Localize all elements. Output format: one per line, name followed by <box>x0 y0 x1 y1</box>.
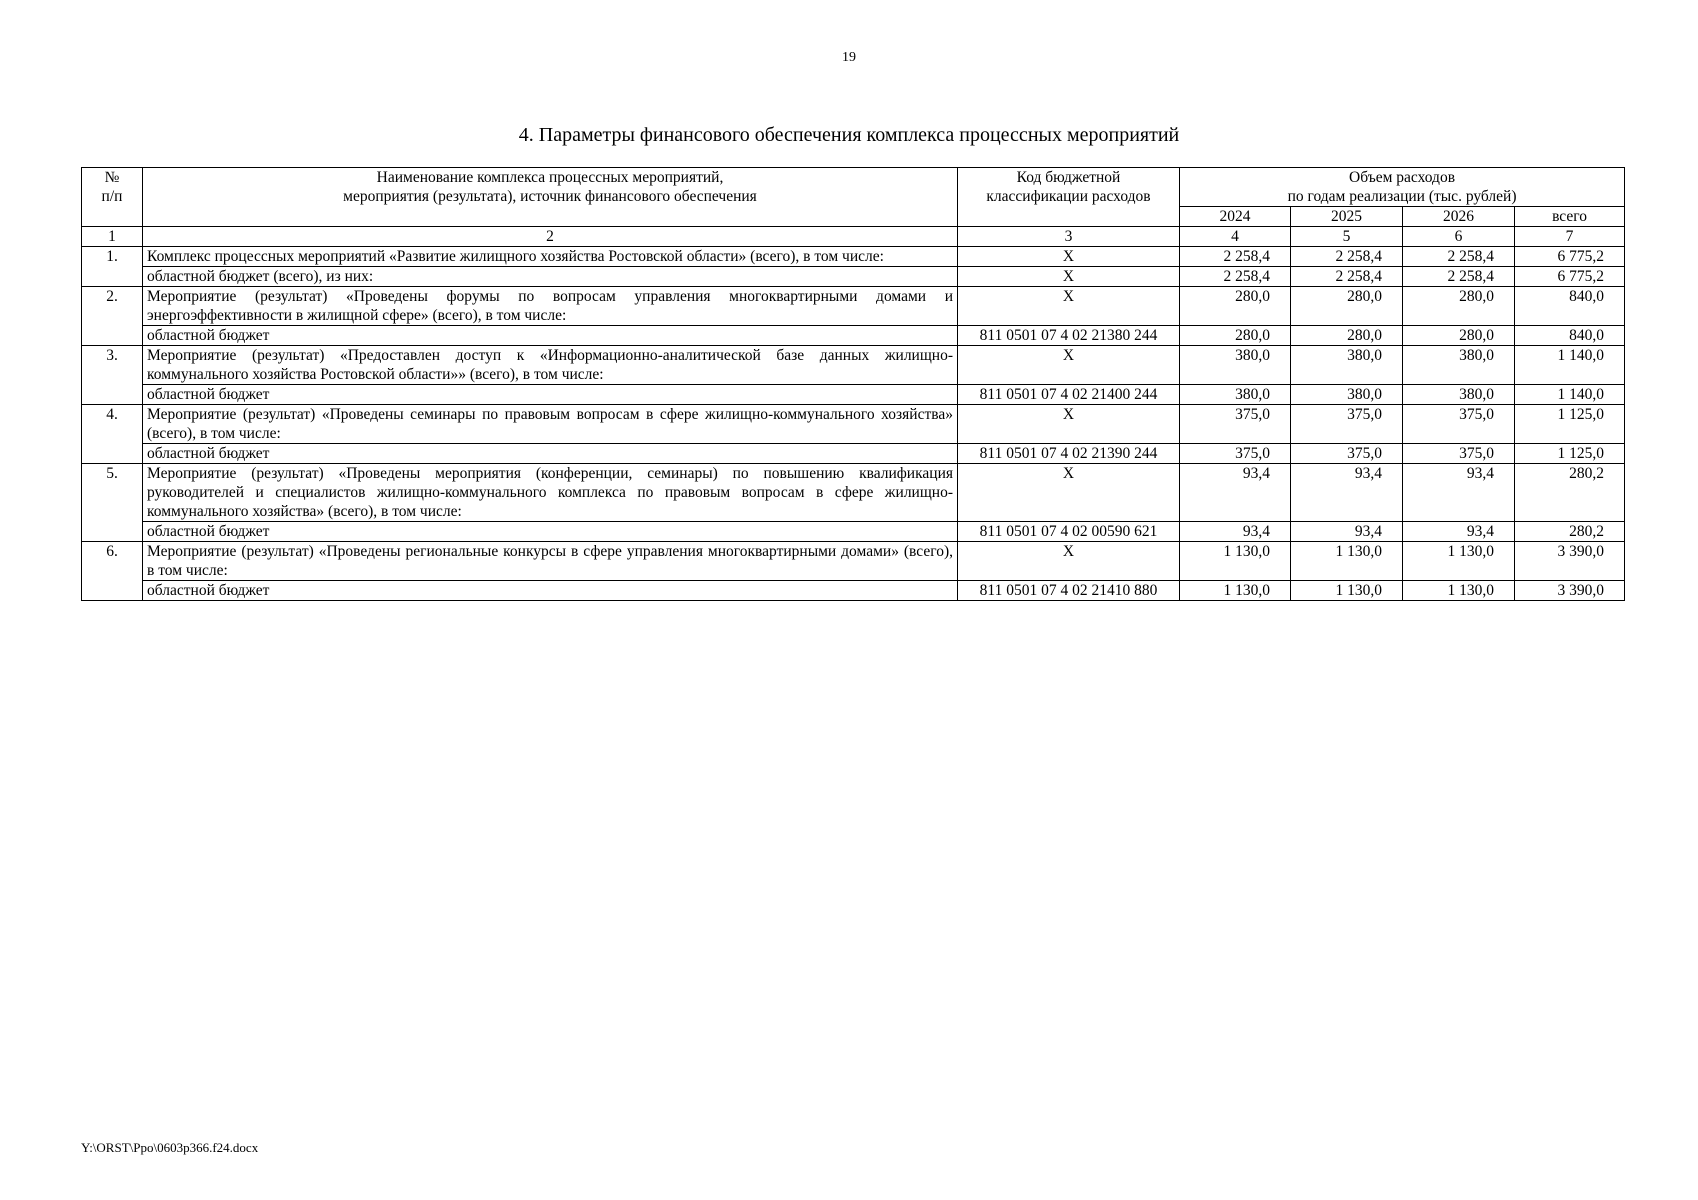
subrow-value-total: 840,0 <box>1515 326 1625 346</box>
col-number: 7 <box>1515 227 1625 247</box>
table-row <box>82 287 1625 326</box>
subrow-value-2026: 280,0 <box>1403 326 1515 346</box>
row-code: X <box>958 346 1180 385</box>
page-title: 4. Параметры финансового обеспечения комплекса процессных мероприятий <box>518 124 1180 146</box>
row-value-2025: 2 258,4 <box>1291 247 1403 267</box>
subrow-name: областной бюджет <box>143 444 958 464</box>
subrow-value-2025: 375,0 <box>1291 444 1403 464</box>
subrow-value-2025: 1 130,0 <box>1291 581 1403 601</box>
column-numbers-row <box>82 227 1625 247</box>
subrow-value-2025: 93,4 <box>1291 522 1403 542</box>
row-code: X <box>958 464 1180 522</box>
page-number: 19 <box>842 50 856 65</box>
row-value-2026: 93,4 <box>1403 464 1515 522</box>
subrow-name: областной бюджет <box>143 522 958 542</box>
subrow-name: областной бюджет <box>143 581 958 601</box>
row-value-2025: 380,0 <box>1291 346 1403 385</box>
table-subrow <box>82 581 1625 601</box>
row-name: Мероприятие (результат) «Проведены мероприятия (конференции, семинары) по повышению квалификация руководителей и специалистов жилищно-коммунального комплекса по правовым вопросам в сфере жилищно-коммунального хозяйства» (всего), в том числе: <box>143 464 958 522</box>
row-value-total: 1 140,0 <box>1515 346 1625 385</box>
table-subrow <box>82 385 1625 405</box>
col-number: 1 <box>82 227 143 247</box>
subrow-value-2024: 280,0 <box>1180 326 1291 346</box>
table-row <box>82 542 1625 581</box>
subrow-value-2024: 2 258,4 <box>1180 267 1291 287</box>
subrow-value-2025: 380,0 <box>1291 385 1403 405</box>
col-number: 4 <box>1180 227 1291 247</box>
table-row <box>82 346 1625 385</box>
row-value-2025: 280,0 <box>1291 287 1403 326</box>
header-year-2026: 2026 <box>1403 207 1515 227</box>
row-code: X <box>958 542 1180 581</box>
subrow-value-2025: 280,0 <box>1291 326 1403 346</box>
row-value-total: 6 775,2 <box>1515 247 1625 267</box>
row-value-total: 3 390,0 <box>1515 542 1625 581</box>
row-value-2025: 1 130,0 <box>1291 542 1403 581</box>
row-number: 5. <box>82 464 143 542</box>
row-number: 4. <box>82 405 143 464</box>
row-code: X <box>958 247 1180 267</box>
row-value-2025: 93,4 <box>1291 464 1403 522</box>
row-value-2024: 2 258,4 <box>1180 247 1291 267</box>
header-year-2025: 2025 <box>1291 207 1403 227</box>
col-number: 3 <box>958 227 1180 247</box>
subrow-code: 811 0501 07 4 02 21400 244 <box>958 385 1180 405</box>
row-name: Мероприятие (результат) «Проведены семинары по правовым вопросам в сфере жилищно-коммунального хозяйства» (всего), в том числе: <box>143 405 958 444</box>
table-subrow <box>82 444 1625 464</box>
row-name: Мероприятие (результат) «Проведены региональные конкурсы в сфере управления многоквартирными домами» (всего), в том числе: <box>143 542 958 581</box>
header-num: № п/п <box>82 168 143 227</box>
row-number: 3. <box>82 346 143 405</box>
subrow-value-2026: 2 258,4 <box>1403 267 1515 287</box>
row-value-2025: 375,0 <box>1291 405 1403 444</box>
row-value-2024: 380,0 <box>1180 346 1291 385</box>
subrow-code: X <box>958 267 1180 287</box>
subrow-value-total: 1 140,0 <box>1515 385 1625 405</box>
subrow-code: 811 0501 07 4 02 21380 244 <box>958 326 1180 346</box>
row-value-2026: 2 258,4 <box>1403 247 1515 267</box>
row-code: X <box>958 405 1180 444</box>
subrow-value-2025: 2 258,4 <box>1291 267 1403 287</box>
subrow-name: областной бюджет <box>143 326 958 346</box>
row-value-total: 1 125,0 <box>1515 405 1625 444</box>
header-total: всего <box>1515 207 1625 227</box>
table-subrow <box>82 522 1625 542</box>
row-value-2024: 1 130,0 <box>1180 542 1291 581</box>
row-value-2024: 93,4 <box>1180 464 1291 522</box>
row-value-2026: 1 130,0 <box>1403 542 1515 581</box>
subrow-value-2024: 375,0 <box>1180 444 1291 464</box>
table-row <box>82 405 1625 444</box>
row-value-2026: 375,0 <box>1403 405 1515 444</box>
header-code: Код бюджетной классификации расходов <box>958 168 1180 227</box>
row-name: Мероприятие (результат) «Проведены форумы по вопросам управления многоквартирными домами и энергоэффективности в жилищной сфере» (всего), в том числе: <box>143 287 958 326</box>
subrow-value-2024: 1 130,0 <box>1180 581 1291 601</box>
col-number: 6 <box>1403 227 1515 247</box>
row-value-2026: 280,0 <box>1403 287 1515 326</box>
subrow-value-total: 1 125,0 <box>1515 444 1625 464</box>
row-number: 2. <box>82 287 143 346</box>
financing-table <box>81 167 1625 601</box>
table-row <box>82 247 1625 267</box>
row-value-total: 840,0 <box>1515 287 1625 326</box>
subrow-code: 811 0501 07 4 02 00590 621 <box>958 522 1180 542</box>
row-name: Комплекс процессных мероприятий «Развитие жилищного хозяйства Ростовской области» (всего), в том числе: <box>143 247 958 267</box>
col-number: 5 <box>1291 227 1403 247</box>
table-row <box>82 464 1625 522</box>
row-number: 6. <box>82 542 143 601</box>
subrow-value-2026: 1 130,0 <box>1403 581 1515 601</box>
subrow-code: 811 0501 07 4 02 21410 880 <box>958 581 1180 601</box>
row-value-2024: 280,0 <box>1180 287 1291 326</box>
subrow-value-total: 280,2 <box>1515 522 1625 542</box>
subrow-value-2026: 375,0 <box>1403 444 1515 464</box>
col-number: 2 <box>143 227 958 247</box>
file-path: Y:\ORST\Ppo\0603p366.f24.docx <box>81 1140 259 1155</box>
row-value-2024: 375,0 <box>1180 405 1291 444</box>
header-name: Наименование комплекса процессных мероприятий, мероприятия (результата), источник финансового обеспечения <box>143 168 958 227</box>
subrow-value-2024: 93,4 <box>1180 522 1291 542</box>
subrow-value-2026: 93,4 <box>1403 522 1515 542</box>
header-volume: Объем расходов по годам реализации (тыс. рублей) <box>1180 168 1625 207</box>
row-value-2026: 380,0 <box>1403 346 1515 385</box>
subrow-value-total: 6 775,2 <box>1515 267 1625 287</box>
subrow-value-2024: 380,0 <box>1180 385 1291 405</box>
row-number: 1. <box>82 247 143 287</box>
row-value-total: 280,2 <box>1515 464 1625 522</box>
subrow-value-2026: 380,0 <box>1403 385 1515 405</box>
row-code: X <box>958 287 1180 326</box>
header-year-2024: 2024 <box>1180 207 1291 227</box>
table-subrow <box>82 267 1625 287</box>
subrow-value-total: 3 390,0 <box>1515 581 1625 601</box>
table-subrow <box>82 326 1625 346</box>
subrow-code: 811 0501 07 4 02 21390 244 <box>958 444 1180 464</box>
subrow-name: областной бюджет <box>143 385 958 405</box>
subrow-name: областной бюджет (всего), из них: <box>143 267 958 287</box>
row-name: Мероприятие (результат) «Предоставлен доступ к «Информационно-аналитической базе данных жилищно-коммунального хозяйства Ростовской области»» (всего), в том числе: <box>143 346 958 385</box>
header-row <box>82 168 1625 207</box>
